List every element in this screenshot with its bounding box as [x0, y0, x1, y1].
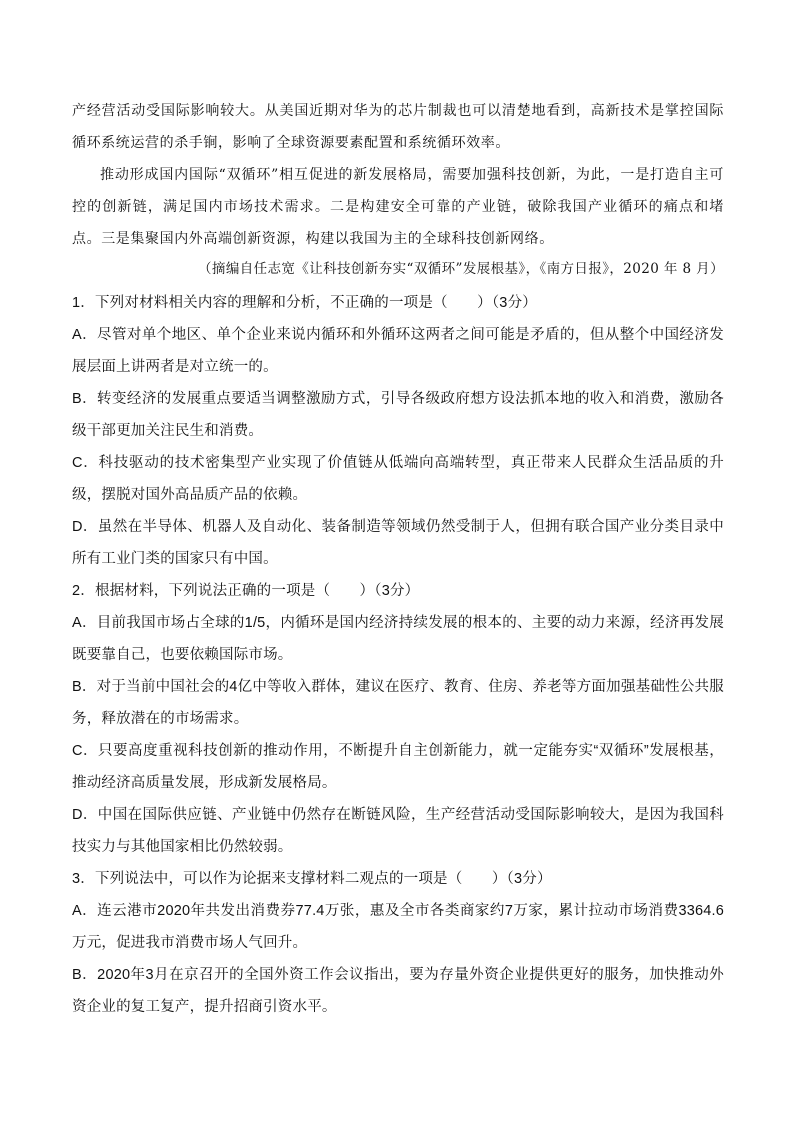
option-c: C．只要高度重视科技创新的推动作用，不断提升自主创新能力，就一定能夯实“双循环”发展根基，推动经济高质量发展，形成新发展格局。 [72, 743, 724, 791]
material-source-citation: （摘编自任志宽《让科技创新夯实“双循环”发展根基》，《南方日报》，2020 年 8 月） [198, 261, 724, 277]
question-1 [72, 287, 724, 575]
option-d: D．中国在国际供应链、产业链中仍然存在断链风险，生产经营活动受国际影响较大，是因为我国科技实力与其他国家相比仍然较弱。 [72, 807, 724, 855]
option-a: A．目前我国市场占全球的1/5，内循环是国内经济持续发展的根本的、主要的动力来源，经济再发展既要靠自己，也要依赖国际市场。 [72, 615, 724, 663]
question-2 [72, 575, 724, 863]
option-a: A．尽管对单个地区、单个企业来说内循环和外循环这两者之间可能是矛盾的，但从整个中国经济发展层面上讲两者是对立统一的。 [72, 327, 724, 375]
material-paragraph: 推动形成国内国际“双循环”相互促进的新发展格局，需要加强科技创新，为此，一是打造自主可控的创新链，满足国内市场技术需求。二是构建安全可靠的产业链，破除我国产业循环的痛点和堵点。三是集聚国内外高端创新资源，构建以我国为主的全球科技创新网络。 [72, 167, 724, 247]
option-b: B．2020年3月在京召开的全国外资工作会议指出，要为存量外资企业提供更好的服务，加快推动外资企业的复工复产，提升招商引资水平。 [72, 967, 724, 1015]
document-page [72, 95, 724, 1023]
option-b: B．对于当前中国社会的4亿中等收入群体，建议在医疗、教育、住房、养老等方面加强基础性公共服务，释放潜在的市场需求。 [72, 679, 724, 727]
reading-material [72, 95, 724, 255]
question-stem: 1．下列对材料相关内容的理解和分析，不正确的一项是（ ）（3分） [72, 295, 537, 311]
material-paragraph: 产经营活动受国际影响较大。从美国近期对华为的芯片制裁也可以清楚地看到，高新技术是掌控国际循环系统运营的杀手锏，影响了全球资源要素配置和系统循环效率。 [72, 103, 724, 151]
question-list [72, 287, 724, 1023]
question-3 [72, 863, 724, 1023]
question-stem: 3．下列说法中，可以作为论据来支撑材料二观点的一项是（ ）（3分） [72, 871, 552, 887]
option-d: D．虽然在半导体、机器人及自动化、装备制造等领域仍然受制于人，但拥有联合国产业分类目录中所有工业门类的国家只有中国。 [72, 519, 724, 567]
option-a: A．连云港市2020年共发出消费券77.4万张，惠及全市各类商家约7万家，累计拉动市场消费3364.6万元，促进我市消费市场人气回升。 [72, 903, 724, 951]
option-b: B．转变经济的发展重点要适当调整激励方式，引导各级政府想方设法抓本地的收入和消费，激励各级干部更加关注民生和消费。 [72, 391, 724, 439]
question-stem: 2．根据材料，下列说法正确的一项是（ ）（3分） [72, 583, 420, 599]
option-c: C．科技驱动的技术密集型产业实现了价值链从低端向高端转型，真正带来人民群众生活品质的升级，摆脱对国外高品质产品的依赖。 [72, 455, 724, 503]
